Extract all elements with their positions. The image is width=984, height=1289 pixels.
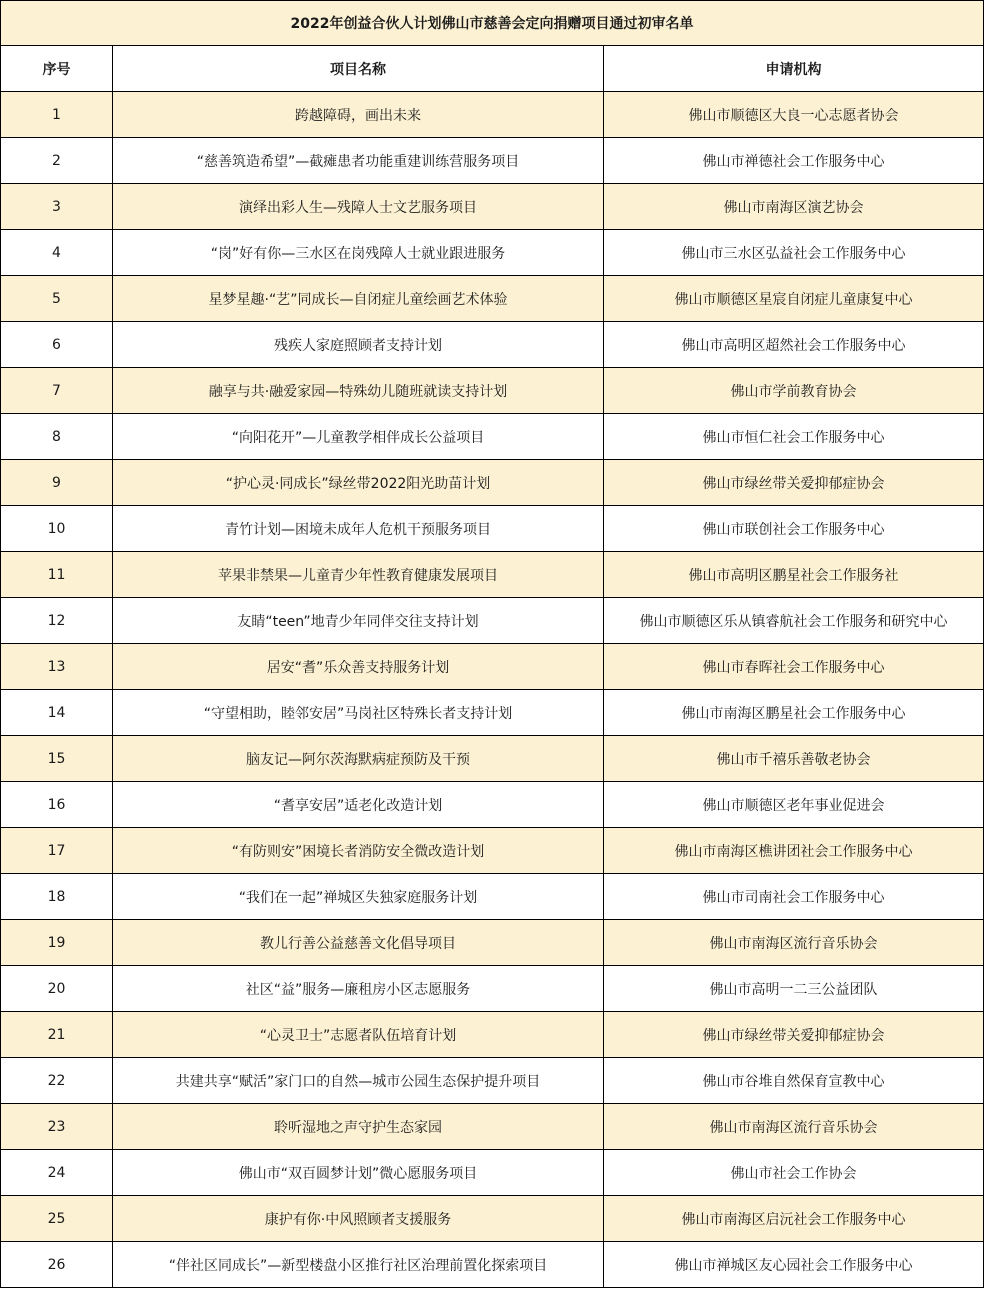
organization-cell: 佛山市高明一二三公益团队	[604, 966, 984, 1012]
organization-cell: 佛山市南海区鹏星社会工作服务中心	[604, 690, 984, 736]
organization-cell: 佛山市三水区弘益社会工作服务中心	[604, 230, 984, 276]
row-number-cell: 4	[1, 230, 113, 276]
organization-cell: 佛山市司南社会工作服务中心	[604, 874, 984, 920]
row-number-cell: 6	[1, 322, 113, 368]
row-number-cell: 24	[1, 1150, 113, 1196]
row-number-cell: 2	[1, 138, 113, 184]
row-number-cell: 9	[1, 460, 113, 506]
row-number-cell: 11	[1, 552, 113, 598]
project-name-cell: “心灵卫士”志愿者队伍培育计划	[113, 1012, 604, 1058]
table-row	[1, 230, 984, 276]
table-row	[1, 322, 984, 368]
project-name-cell: 佛山市“双百圆梦计划”微心愿服务项目	[113, 1150, 604, 1196]
project-name-cell: 社区“益”服务—廉租房小区志愿服务	[113, 966, 604, 1012]
row-number-cell: 7	[1, 368, 113, 414]
row-number-cell: 21	[1, 1012, 113, 1058]
row-number-cell: 15	[1, 736, 113, 782]
column-header-num: 序号	[1, 46, 113, 92]
row-number-cell: 13	[1, 644, 113, 690]
row-number-cell: 10	[1, 506, 113, 552]
project-name-cell: 跨越障碍，画出未来	[113, 92, 604, 138]
table-row	[1, 552, 984, 598]
table-row	[1, 92, 984, 138]
organization-cell: 佛山市南海区启沅社会工作服务中心	[604, 1196, 984, 1242]
row-number-cell: 23	[1, 1104, 113, 1150]
row-number-cell: 5	[1, 276, 113, 322]
organization-cell: 佛山市南海区流行音乐协会	[604, 920, 984, 966]
table-row	[1, 1104, 984, 1150]
project-name-cell: 聆听湿地之声守护生态家园	[113, 1104, 604, 1150]
project-name-cell: “向阳花开”—儿童教学相伴成长公益项目	[113, 414, 604, 460]
organization-cell: 佛山市联创社会工作服务中心	[604, 506, 984, 552]
table-row	[1, 644, 984, 690]
organization-cell: 佛山市绿丝带关爱抑郁症协会	[604, 1012, 984, 1058]
project-name-cell: 脑友记—阿尔茨海默病症预防及干预	[113, 736, 604, 782]
organization-cell: 佛山市谷堆自然保育宣教中心	[604, 1058, 984, 1104]
project-name-cell: “伴社区同成长”—新型楼盘小区推行社区治理前置化探索项目	[113, 1242, 604, 1288]
table-row	[1, 138, 984, 184]
organization-cell: 佛山市南海区流行音乐协会	[604, 1104, 984, 1150]
row-number-cell: 8	[1, 414, 113, 460]
project-name-cell: “护心灵·同成长”绿丝带2022阳光助苗计划	[113, 460, 604, 506]
organization-cell: 佛山市南海区樵讲团社会工作服务中心	[604, 828, 984, 874]
project-name-cell: “岗”好有你—三水区在岗残障人士就业跟进服务	[113, 230, 604, 276]
header-row	[1, 46, 984, 92]
row-number-cell: 14	[1, 690, 113, 736]
organization-cell: 佛山市禅城区友心园社会工作服务中心	[604, 1242, 984, 1288]
table-row	[1, 1150, 984, 1196]
column-header-name: 项目名称	[113, 46, 604, 92]
project-name-cell: “我们在一起”禅城区失独家庭服务计划	[113, 874, 604, 920]
organization-cell: 佛山市顺德区乐从镇睿航社会工作服务和研究中心	[604, 598, 984, 644]
organization-cell: 佛山市千禧乐善敬老协会	[604, 736, 984, 782]
title-row	[1, 1, 984, 46]
table-row	[1, 414, 984, 460]
row-number-cell: 20	[1, 966, 113, 1012]
row-number-cell: 25	[1, 1196, 113, 1242]
organization-cell: 佛山市顺德区大良一心志愿者协会	[604, 92, 984, 138]
project-name-cell: 康护有你·中风照顾者支援服务	[113, 1196, 604, 1242]
table-row	[1, 184, 984, 230]
table-row	[1, 1012, 984, 1058]
organization-cell: 佛山市顺德区老年事业促进会	[604, 782, 984, 828]
organization-cell: 佛山市学前教育协会	[604, 368, 984, 414]
organization-cell: 佛山市社会工作协会	[604, 1150, 984, 1196]
project-name-cell: 共建共享“赋活”家门口的自然—城市公园生态保护提升项目	[113, 1058, 604, 1104]
table-row	[1, 920, 984, 966]
row-number-cell: 22	[1, 1058, 113, 1104]
column-header-org: 申请机构	[604, 46, 984, 92]
table-title: 2022年创益合伙人计划佛山市慈善会定向捐赠项目通过初审名单	[1, 1, 984, 46]
project-name-cell: 苹果非禁果—儿童青少年性教育健康发展项目	[113, 552, 604, 598]
row-number-cell: 12	[1, 598, 113, 644]
organization-cell: 佛山市顺德区星宸自闭症儿童康复中心	[604, 276, 984, 322]
row-number-cell: 19	[1, 920, 113, 966]
table-row	[1, 368, 984, 414]
row-number-cell: 3	[1, 184, 113, 230]
project-name-cell: 星梦星趣·“艺”同成长—自闭症儿童绘画艺术体验	[113, 276, 604, 322]
table-row	[1, 1242, 984, 1288]
table-row	[1, 460, 984, 506]
table-row	[1, 506, 984, 552]
table-row	[1, 690, 984, 736]
table-row	[1, 276, 984, 322]
project-name-cell: 演绎出彩人生—残障人士文艺服务项目	[113, 184, 604, 230]
table-row	[1, 782, 984, 828]
row-number-cell: 18	[1, 874, 113, 920]
table-row	[1, 1058, 984, 1104]
project-name-cell: 居安“耆”乐众善支持服务计划	[113, 644, 604, 690]
project-name-cell: 融享与共·融爱家园—特殊幼儿随班就读支持计划	[113, 368, 604, 414]
organization-cell: 佛山市高明区鹏星社会工作服务社	[604, 552, 984, 598]
row-number-cell: 17	[1, 828, 113, 874]
table-row	[1, 966, 984, 1012]
table-row	[1, 736, 984, 782]
project-name-cell: 残疾人家庭照顾者支持计划	[113, 322, 604, 368]
project-name-cell: “有防则安”困境长者消防安全微改造计划	[113, 828, 604, 874]
project-name-cell: 友睛“teen”地青少年同伴交往支持计划	[113, 598, 604, 644]
project-name-cell: “慈善筑造希望”—截瘫患者功能重建训练营服务项目	[113, 138, 604, 184]
project-name-cell: “守望相助，睦邻安居”马岗社区特殊长者支持计划	[113, 690, 604, 736]
row-number-cell: 26	[1, 1242, 113, 1288]
organization-cell: 佛山市春晖社会工作服务中心	[604, 644, 984, 690]
project-name-cell: 青竹计划—困境未成年人危机干预服务项目	[113, 506, 604, 552]
table-row	[1, 828, 984, 874]
table-row	[1, 1196, 984, 1242]
organization-cell: 佛山市禅德社会工作服务中心	[604, 138, 984, 184]
row-number-cell: 16	[1, 782, 113, 828]
project-name-cell: 教儿行善公益慈善文化倡导项目	[113, 920, 604, 966]
project-name-cell: “耆享安居”适老化改造计划	[113, 782, 604, 828]
table-body	[1, 92, 984, 1288]
organization-cell: 佛山市南海区演艺协会	[604, 184, 984, 230]
table-row	[1, 598, 984, 644]
table-row	[1, 874, 984, 920]
organization-cell: 佛山市高明区超然社会工作服务中心	[604, 322, 984, 368]
organization-cell: 佛山市恒仁社会工作服务中心	[604, 414, 984, 460]
organization-cell: 佛山市绿丝带关爱抑郁症协会	[604, 460, 984, 506]
row-number-cell: 1	[1, 92, 113, 138]
